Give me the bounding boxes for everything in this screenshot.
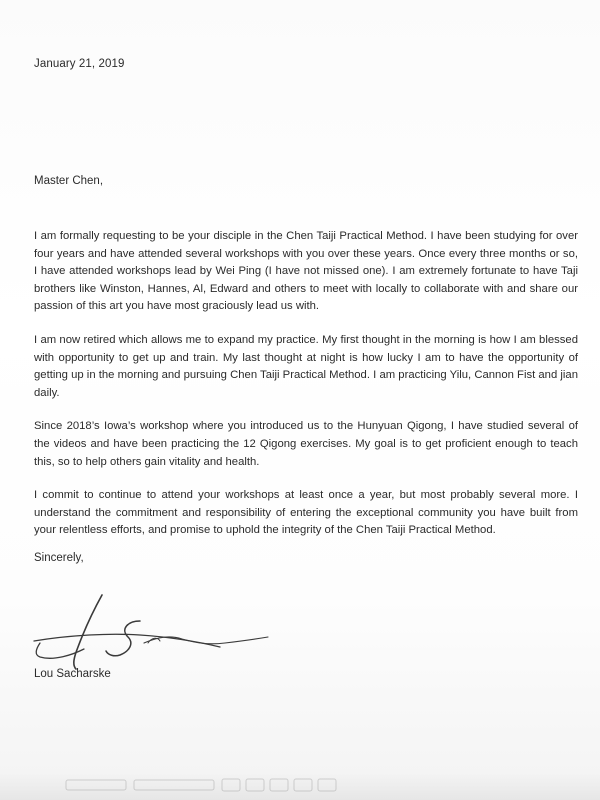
signer-name: Lou Sacharske (34, 668, 111, 680)
letter-paragraph-2: I am now retired which allows me to expand my practice. My first thought in the morning is how I am blessed with opportunity to get up and train. My last thought at night is how lucky I am to have the opportunity of getting up in the morning and pursuing Chen Taiji Practical Method. I am practicing Yilu, Cannon Fist and jian daily. (34, 333, 578, 399)
letter-paragraph-3: Since 2018’s Iowa’s workshop where you introduced us to the Hunyuan Qigong, I have studied several of the videos and have been practicing the 12 Qigong exercises. My goal is to get proficient enough to teach this, so to help others gain vitality and health. (34, 420, 578, 468)
letter-closing: Sincerely, (34, 552, 84, 564)
signature-image (20, 585, 280, 680)
letter-body (34, 228, 578, 556)
letter-paragraph-4: I commit to continue to attend your workshops at least once a year, but most probably several more. I understand the commitment and responsibility of entering the exceptional community you have built from your relentless efforts, and promise to uphold the integrity of the Chen Taiji Practical Method. (34, 489, 578, 537)
letter-date: January 21, 2019 (34, 58, 125, 70)
watermark-image (60, 774, 380, 798)
letter-paragraph-1: I am formally requesting to be your disciple in the Chen Taiji Practical Method. I have been studying for over four years and have attended several workshops with you over these years. Once every three months or so, I have attended workshops lead by Wei Ping (I have not missed one). I am extremely fortunate to have Taji brothers like Winston, Hannes, Al, Edward and others to meet with locally to collaborate with and share our passion of this art you have most graciously lead us with. (34, 230, 578, 313)
letter-salutation: Master Chen, (34, 175, 104, 187)
